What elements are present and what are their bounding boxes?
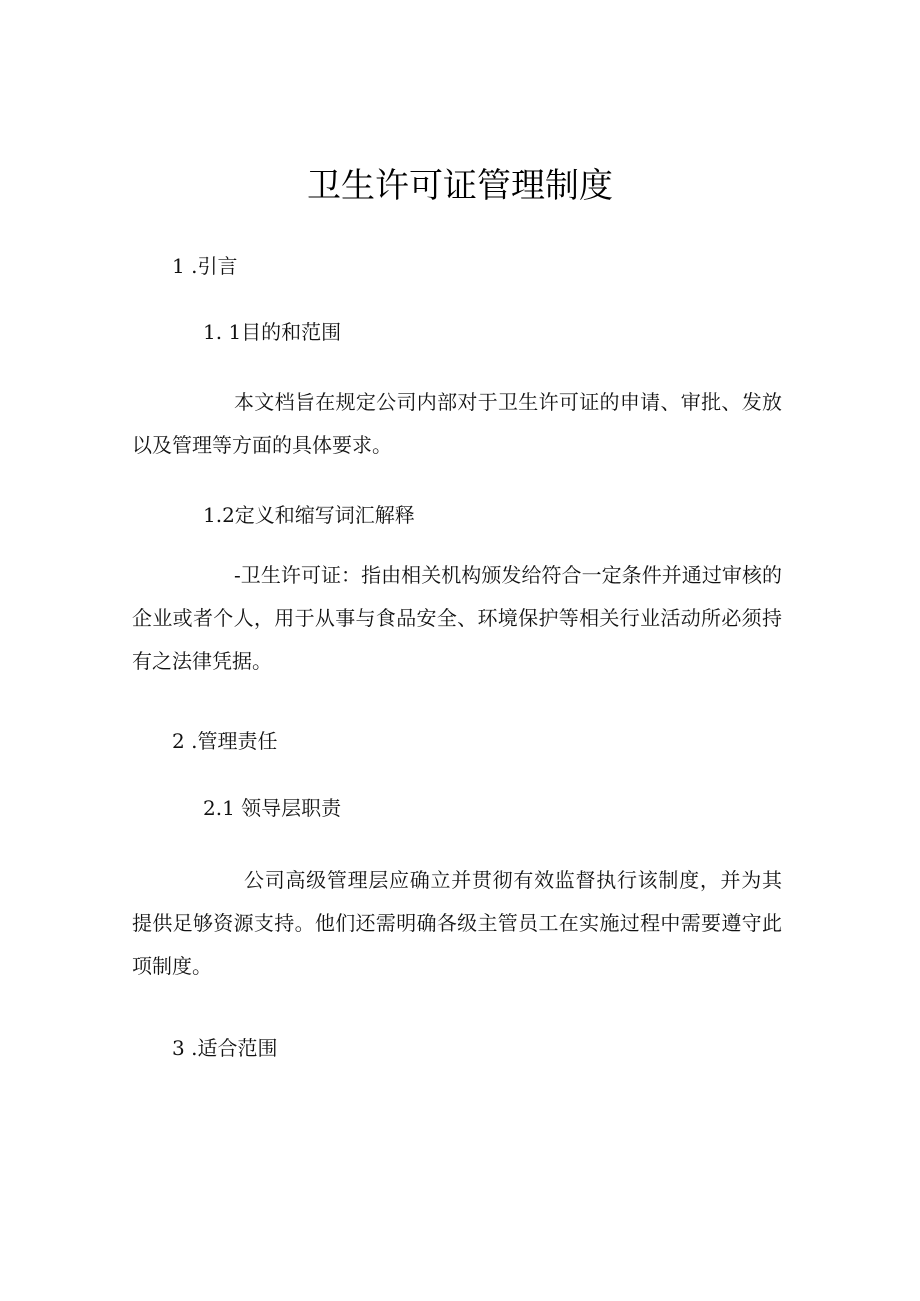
paragraph-purpose: 本文档旨在规定公司内部对于卫生许可证的申请、审批、发放以及管理等方面的具体要求。 bbox=[132, 390, 782, 457]
section-heading-scope: 3 .适合范围 bbox=[172, 1036, 278, 1060]
paragraph-definitions: -卫生许可证：指由相关机构颁发给符合一定条件并通过审核的企业或者个人，用于从事与食品安全、环境保护等相关行业活动所必须持有之法律凭据。 bbox=[132, 563, 782, 673]
subsection-heading-definitions: 1.2定义和缩写词汇解释 bbox=[203, 503, 415, 527]
subsection-heading-purpose: 1. 1目的和范围 bbox=[203, 320, 342, 344]
paragraph-leadership: 公司高级管理层应确立并贯彻有效监督执行该制度，并为其提供足够资源支持。他们还需明确各级主管员工在实施过程中需要遵守此项制度。 bbox=[132, 868, 782, 978]
section-heading-intro: 1 .引言 bbox=[172, 254, 238, 278]
document-title: 卫生许可证管理制度 bbox=[307, 166, 613, 206]
subsection-heading-leadership: 2.1 领导层职责 bbox=[203, 796, 342, 820]
section-heading-responsibility: 2 .管理责任 bbox=[172, 729, 278, 753]
